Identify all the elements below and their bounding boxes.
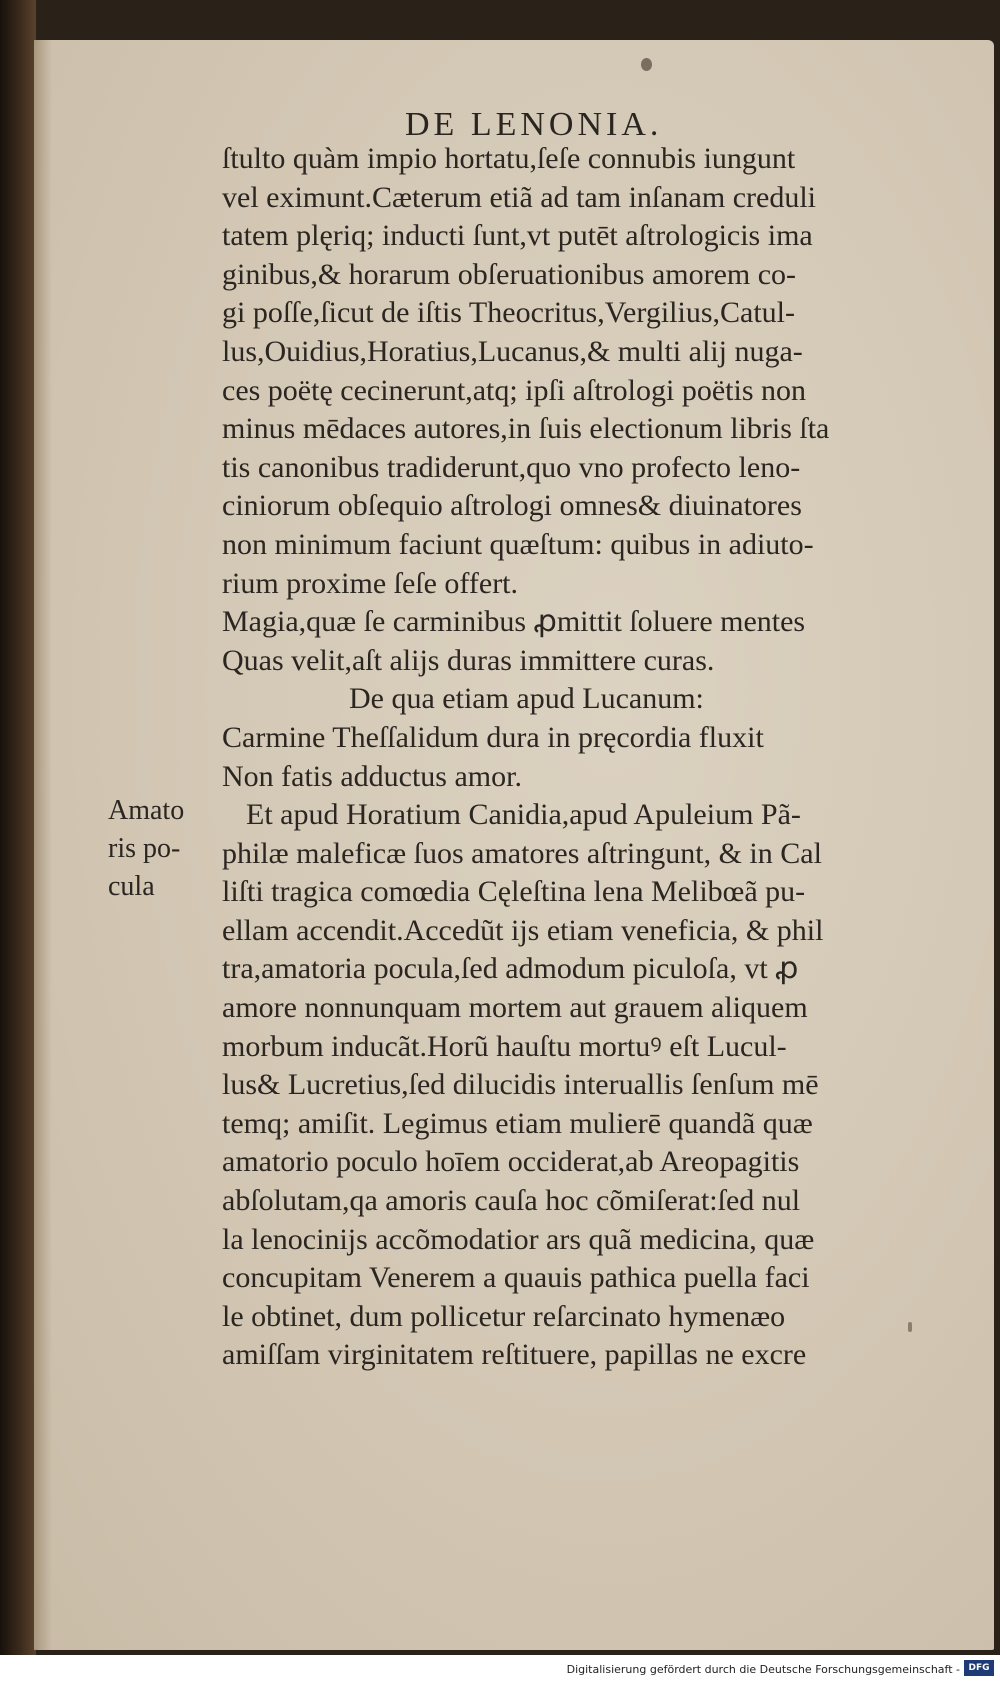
text-line: ces poëtę cecinerunt,atq; ipſi aſtrologi poëtis non [222,373,806,407]
text-line: abſolutam,qa amoris cauſa hoc cõmiſerat:ſed nul [222,1184,801,1218]
ink-blot [641,58,652,71]
text-line: tis canonibus tradiderunt,quo vno profecto leno- [222,450,801,484]
text-line: le obtinet, dum pollicetur reſarcinato hymenæo [222,1299,786,1333]
margin-note [108,792,198,906]
text-line: Carmine Theſſalidum dura in pręcordia fluxit [222,720,764,754]
text-line: la lenocinijs accõmodatior ars quã medicina, quæ [222,1222,815,1256]
text-line: vel eximunt.Cæterum etiã ad tam inſanam creduli [222,180,816,214]
text-line: De qua etiam apud Lucanum: [349,682,704,716]
text-line: tatem plęriq; inducti ſunt,vt putēt aſtrologicis ima [222,219,813,253]
margin-note-line: ris po- [108,833,181,864]
text-line: ciniorum obſequio aſtrologi omnes& diuinatores [222,489,802,523]
margin-note-line: cula [108,871,155,902]
text-line: amore nonnunquam mortem aut grauem aliquem [222,991,808,1025]
text-line: liſti tragica comœdia Cęleſtina lena Melibœã pu- [222,875,806,909]
dfg-logo: DFG [964,1660,994,1676]
text-line: lus& Lucretius,ſed dilucidis interuallis ſenſum mē [222,1068,819,1102]
text-line: gi poſſe,ſicut de iſtis Theocritus,Vergilius,Catul- [222,296,795,330]
text-line: lus,Ouidius,Horatius,Lucanus,& multi alij nuga- [222,334,803,368]
text-line: rium proxime ſeſe offert. [222,566,519,600]
text-line: minus mēdaces autores,in ſuis electionum libris ſta [222,412,830,446]
text-line: ſtulto quàm impio hortatu,ſeſe connubis iungunt [222,142,796,175]
text-line: Quas velit,aſt alijs duras immittere curas. [222,643,715,677]
text-line: amiſſam virginitatem reſtituere, papillas ne excre [222,1338,807,1372]
text-line: non minimum faciunt quæſtum: quibus in adiuto- [222,527,814,561]
text-line: Non fatis adductus amor. [222,759,522,793]
text-line: amatorio poculo hoīem occiderat,ab Areopagitis [222,1145,800,1179]
text-line: philæ maleficæ ſuos amatores aſtringunt, & in Cal [222,836,822,870]
book-spine [0,0,36,1655]
margin-note-line: Amato [108,795,185,826]
text-line: ellam accendit.Accedũt ijs etiam veneficia, & phil [222,913,824,947]
text-line: ginibus,& horarum obſeruationibus amorem co- [222,257,797,291]
text-line: tra,amatoria pocula,ſed admodum piculoſa, vt ꝓ [222,952,799,986]
footer-credit: Digitalisierung gefördert durch die Deutsche Forschungsgemeinschaft - [566,1663,960,1676]
running-head: DE LENONIA. [405,106,663,143]
text-line: morbum inducãt.Horũ hauſtu mortuꝰ eſt Lucul- [222,1029,787,1063]
text-line: Magia,quæ ſe carminibus ꝓmittit ſoluere mentes [222,605,806,639]
body-text [222,140,922,1375]
text-line: concupitam Venerem a quauis pathica puella faci [222,1261,810,1295]
page-gutter-shadow [34,40,52,1650]
text-line: Et apud Horatium Canidia,apud Apuleium Pã- [246,798,801,832]
text-line: temq; amiſit. Legimus etiam mulierē quandã quæ [222,1106,813,1140]
